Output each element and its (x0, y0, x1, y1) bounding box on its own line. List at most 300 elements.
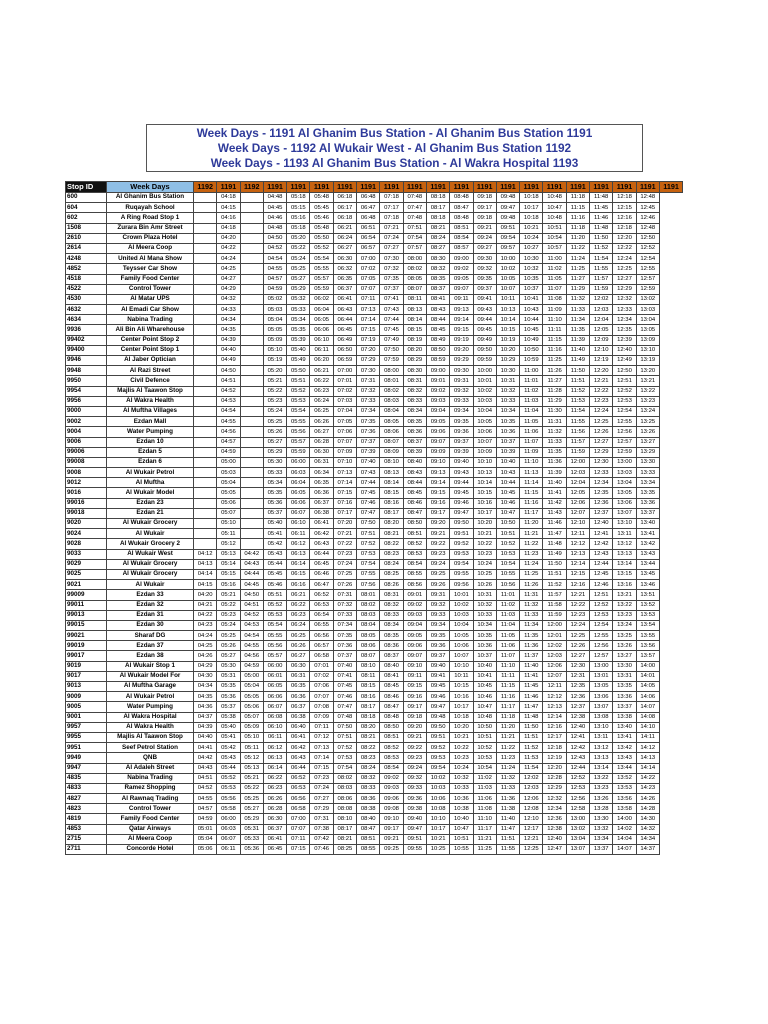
time-cell: 08:50 (403, 519, 426, 529)
time-cell: 07:14 (357, 315, 380, 325)
time-cell: 07:36 (333, 641, 356, 651)
stop-id-cell: 9016 (66, 488, 107, 498)
time-cell: 12:39 (613, 335, 636, 345)
time-cell: 10:13 (473, 468, 496, 478)
time-cell: 05:27 (217, 651, 240, 661)
time-cell: 05:24 (263, 406, 286, 416)
time-cell: 08:05 (403, 274, 426, 284)
stop-name-cell: Al Muftha Garage (107, 682, 194, 692)
time-cell: 05:33 (263, 468, 286, 478)
time-cell: 08:34 (403, 406, 426, 416)
stop-id-cell: 9028 (66, 539, 107, 549)
stop-id-cell: 99013 (66, 610, 107, 620)
time-cell: 10:47 (496, 508, 519, 518)
time-cell (240, 335, 263, 345)
time-cell: 08:37 (426, 284, 449, 294)
time-cell: 05:26 (217, 641, 240, 651)
time-cell: 07:11 (310, 722, 333, 732)
time-cell: 10:37 (473, 651, 496, 661)
time-cell: 13:05 (590, 682, 613, 692)
time-cell: 06:54 (310, 610, 333, 620)
time-cell (240, 243, 263, 253)
time-cell: 12:59 (636, 284, 659, 294)
time-cell: 05:22 (240, 783, 263, 793)
time-cell: 13:40 (636, 519, 659, 529)
stop-id-cell: 4833 (66, 783, 107, 793)
time-cell: 06:36 (287, 692, 310, 702)
time-cell: 05:10 (263, 345, 286, 355)
time-cell: 09:00 (450, 254, 473, 264)
table-row (66, 468, 683, 478)
stop-id-cell: 99011 (66, 600, 107, 610)
time-cell: 04:55 (263, 264, 286, 274)
time-cell: 10:34 (473, 620, 496, 630)
time-cell: 12:47 (543, 845, 566, 855)
time-cell: 13:34 (636, 478, 659, 488)
time-cell: 06:25 (310, 406, 333, 416)
time-cell: 09:48 (496, 193, 519, 203)
time-cell: 06:21 (287, 590, 310, 600)
time-cell: 05:24 (217, 620, 240, 630)
time-cell: 10:45 (520, 325, 543, 335)
time-cell: 11:32 (520, 600, 543, 610)
table-row (66, 600, 683, 610)
time-cell: 12:27 (613, 274, 636, 284)
time-cell: 11:25 (473, 845, 496, 855)
time-cell: 09:05 (426, 417, 449, 427)
time-cell: 05:58 (217, 804, 240, 814)
stop-name-cell: Sharaf DG (107, 631, 194, 641)
time-cell: 08:37 (380, 651, 403, 661)
time-cell: 12:24 (590, 406, 613, 416)
time-cell: 09:07 (403, 651, 426, 661)
time-cell: 06:37 (310, 498, 333, 508)
time-cell: 12:17 (543, 732, 566, 742)
time-cell: 12:48 (636, 223, 659, 233)
time-cell: 09:57 (496, 243, 519, 253)
time-cell: 14:14 (636, 763, 659, 773)
time-cell: 12:09 (590, 335, 613, 345)
time-cell: 05:42 (217, 743, 240, 753)
time-cell: 09:43 (473, 305, 496, 315)
time-cell: 09:22 (426, 539, 449, 549)
time-cell: 05:27 (287, 274, 310, 284)
time-cell: 09:40 (450, 457, 473, 467)
time-cell (240, 519, 263, 529)
time-cell: 05:38 (217, 712, 240, 722)
time-cell: 08:55 (403, 569, 426, 579)
stop-name-cell: Zurara Bin Amr Street (107, 223, 194, 233)
time-cell: 12:46 (636, 213, 659, 223)
time-cell (240, 376, 263, 386)
time-cell: 11:48 (520, 712, 543, 722)
time-cell: 07:37 (380, 284, 403, 294)
stop-id-cell: 4518 (66, 274, 107, 284)
time-cell: 05:04 (263, 315, 286, 325)
time-cell: 12:30 (590, 457, 613, 467)
time-cell: 05:03 (263, 305, 286, 315)
time-cell: 06:45 (310, 559, 333, 569)
time-cell: 04:25 (217, 264, 240, 274)
time-cell: 11:15 (520, 488, 543, 498)
time-cell: 05:45 (263, 569, 286, 579)
time-cell: 08:40 (357, 814, 380, 824)
time-cell (240, 396, 263, 406)
time-cell: 05:41 (217, 732, 240, 742)
time-cell: 08:41 (426, 294, 449, 304)
time-cell: 10:44 (496, 478, 519, 488)
time-cell: 09:59 (473, 356, 496, 366)
time-cell: 11:59 (566, 447, 589, 457)
time-cell: 04:51 (240, 600, 263, 610)
time-cell: 13:23 (613, 610, 636, 620)
time-cell: 07:02 (310, 671, 333, 681)
time-cell: 04:45 (240, 580, 263, 590)
table-row (66, 661, 683, 671)
time-cell: 10:08 (426, 804, 449, 814)
time-cell: 08:38 (357, 804, 380, 814)
time-cell: 08:32 (403, 386, 426, 396)
time-cell: 04:43 (194, 763, 217, 773)
time-cell: 06:03 (287, 468, 310, 478)
time-cell: 06:26 (287, 641, 310, 651)
time-cell: 08:25 (380, 569, 403, 579)
time-cell: 12:22 (613, 243, 636, 253)
time-cell: 06:28 (310, 437, 333, 447)
time-cell: 10:30 (520, 254, 543, 264)
header-route: 1191 (496, 182, 519, 193)
time-cell: 08:06 (357, 641, 380, 651)
time-cell (194, 325, 217, 335)
time-cell: 08:07 (380, 437, 403, 447)
time-cell: 10:00 (496, 254, 519, 264)
time-cell: 12:20 (543, 763, 566, 773)
time-cell: 04:27 (217, 274, 240, 284)
time-cell: 09:32 (403, 773, 426, 783)
time-cell: 08:45 (426, 325, 449, 335)
time-cell: 10:17 (473, 508, 496, 518)
time-cell: 05:46 (310, 213, 333, 223)
time-cell: 09:41 (426, 671, 449, 681)
time-cell: 11:29 (543, 396, 566, 406)
time-cell: 06:49 (333, 335, 356, 345)
time-cell: 13:03 (636, 305, 659, 315)
time-cell: 09:17 (380, 824, 403, 834)
time-cell (194, 233, 217, 243)
time-cell: 10:33 (473, 610, 496, 620)
time-cell: 05:43 (263, 549, 286, 559)
time-cell: 12:53 (613, 396, 636, 406)
time-cell: 08:48 (450, 193, 473, 203)
time-cell: 06:07 (217, 834, 240, 844)
time-cell: 11:16 (543, 345, 566, 355)
time-cell: 08:00 (380, 366, 403, 376)
time-cell: 10:06 (426, 794, 449, 804)
table-row (66, 763, 683, 773)
time-cell: 11:41 (520, 671, 543, 681)
time-cell: 05:09 (263, 335, 286, 345)
time-cell: 11:17 (473, 824, 496, 834)
time-cell: 11:25 (566, 264, 589, 274)
time-cell: 07:33 (333, 610, 356, 620)
time-cell (240, 437, 263, 447)
time-cell: 06:48 (357, 193, 380, 203)
time-cell: 07:36 (357, 427, 380, 437)
time-cell: 05:15 (217, 569, 240, 579)
stop-id-cell: 9006 (66, 437, 107, 447)
time-cell (240, 386, 263, 396)
table-row (66, 366, 683, 376)
time-cell: 11:55 (590, 264, 613, 274)
time-cell: 12:12 (543, 692, 566, 702)
title-line-1193: Week Days - 1193 Al Ghanim Bus Station - Al Wakra Hospital 1193 (210, 156, 579, 170)
time-cell: 10:17 (426, 824, 449, 834)
time-cell: 08:20 (380, 519, 403, 529)
table-row (66, 325, 683, 335)
time-cell: 09:20 (426, 519, 449, 529)
stop-name-cell: Al Wukair West (107, 549, 194, 559)
time-cell: 06:30 (263, 814, 286, 824)
time-cell: 07:53 (333, 753, 356, 763)
time-cell: 10:23 (450, 753, 473, 763)
time-cell: 13:51 (636, 590, 659, 600)
table-row (66, 203, 683, 213)
time-cell: 10:47 (543, 203, 566, 213)
time-cell: 08:48 (380, 712, 403, 722)
time-cell: 04:30 (194, 671, 217, 681)
time-cell: 09:17 (473, 203, 496, 213)
time-cell: 06:35 (333, 274, 356, 284)
time-cell: 10:40 (496, 457, 519, 467)
time-cell: 04:59 (263, 284, 286, 294)
time-cell: 08:13 (380, 468, 403, 478)
time-cell: 10:47 (450, 824, 473, 834)
time-cell: 12:07 (543, 671, 566, 681)
time-cell: 05:32 (287, 294, 310, 304)
time-cell: 07:31 (310, 814, 333, 824)
time-cell: 05:16 (217, 580, 240, 590)
time-cell: 10:15 (473, 488, 496, 498)
time-cell: 12:06 (566, 498, 589, 508)
time-cell: 06:00 (217, 814, 240, 824)
time-cell: 07:19 (357, 335, 380, 345)
time-cell: 09:03 (426, 396, 449, 406)
title-line-1191: Week Days - 1191 Al Ghanim Bus Station - Al Ghanim Bus Station 1191 (196, 126, 593, 140)
time-cell (240, 264, 263, 274)
stop-name-cell: Al Jaber Optician (107, 356, 194, 366)
stop-name-cell: Family Food Center (107, 274, 194, 284)
time-cell: 11:42 (543, 498, 566, 508)
time-cell: 05:06 (194, 845, 217, 855)
table-row (66, 620, 683, 630)
time-cell: 10:51 (496, 529, 519, 539)
time-cell: 08:51 (380, 732, 403, 742)
time-cell: 08:51 (450, 223, 473, 233)
time-cell: 07:15 (333, 488, 356, 498)
time-cell: 11:41 (543, 488, 566, 498)
time-cell: 11:05 (543, 274, 566, 284)
header-route: 1191 (450, 182, 473, 193)
time-cell: 04:42 (194, 753, 217, 763)
time-cell: 12:35 (613, 325, 636, 335)
time-cell: 11:18 (496, 712, 519, 722)
time-cell: 07:15 (310, 763, 333, 773)
time-cell: 10:33 (450, 783, 473, 793)
time-cell: 09:25 (380, 845, 403, 855)
time-cell: 13:27 (636, 437, 659, 447)
time-cell: 05:36 (217, 692, 240, 702)
time-cell: 13:41 (636, 529, 659, 539)
stop-id-cell: 99017 (66, 651, 107, 661)
table-row (66, 783, 683, 793)
time-cell: 11:20 (496, 722, 519, 732)
time-cell: 06:27 (287, 651, 310, 661)
time-cell: 10:32 (496, 386, 519, 396)
time-cell: 08:17 (333, 824, 356, 834)
time-cell: 06:51 (357, 223, 380, 233)
time-cell: 05:21 (217, 590, 240, 600)
time-cell: 12:32 (543, 794, 566, 804)
stop-name-cell: Al Wukair Stop 1 (107, 661, 194, 671)
time-cell: 11:26 (543, 366, 566, 376)
time-cell: 07:47 (403, 203, 426, 213)
time-cell: 11:53 (566, 396, 589, 406)
time-cell: 09:37 (450, 437, 473, 447)
stop-id-cell: 99400 (66, 345, 107, 355)
time-cell: 13:52 (613, 773, 636, 783)
time-cell: 07:46 (357, 498, 380, 508)
time-cell: 06:55 (310, 620, 333, 630)
time-cell: 13:56 (636, 641, 659, 651)
time-cell: 10:09 (473, 447, 496, 457)
time-cell: 12:59 (613, 447, 636, 457)
table-row (66, 641, 683, 651)
time-cell: 13:20 (636, 366, 659, 376)
stop-name-cell: Ezdan 31 (107, 610, 194, 620)
time-cell: 10:54 (496, 559, 519, 569)
time-cell: 08:03 (380, 396, 403, 406)
time-cell: 07:39 (357, 447, 380, 457)
time-cell: 06:41 (287, 732, 310, 742)
time-cell: 08:36 (380, 641, 403, 651)
header-route: 1191 (380, 182, 403, 193)
stop-id-cell: 9956 (66, 396, 107, 406)
time-cell: 12:38 (566, 712, 589, 722)
time-cell: 09:50 (473, 345, 496, 355)
time-cell: 12:02 (543, 641, 566, 651)
time-cell: 13:23 (636, 396, 659, 406)
time-cell: 12:03 (543, 651, 566, 661)
time-cell: 09:37 (473, 284, 496, 294)
time-cell: 09:03 (380, 783, 403, 793)
time-cell: 09:05 (450, 274, 473, 284)
time-cell: 11:16 (566, 213, 589, 223)
stop-name-cell: Al Wukair Petrol (107, 468, 194, 478)
time-cell: 13:26 (636, 427, 659, 437)
table-row (66, 702, 683, 712)
stop-id-cell: 4819 (66, 814, 107, 824)
time-cell: 06:30 (310, 447, 333, 457)
time-cell: 09:16 (403, 692, 426, 702)
time-cell: 12:45 (636, 203, 659, 213)
table-row (66, 682, 683, 692)
time-cell: 04:22 (217, 243, 240, 253)
time-cell: 11:50 (520, 722, 543, 732)
time-cell: 09:24 (473, 233, 496, 243)
time-cell: 12:26 (566, 641, 589, 651)
time-cell: 07:13 (310, 743, 333, 753)
time-cell: 12:34 (590, 478, 613, 488)
time-cell: 13:42 (613, 743, 636, 753)
time-cell (194, 396, 217, 406)
time-cell: 10:55 (450, 845, 473, 855)
time-cell: 09:05 (403, 631, 426, 641)
time-cell: 08:02 (333, 773, 356, 783)
stop-name-cell: Civil Defence (107, 376, 194, 386)
time-cell: 08:21 (380, 529, 403, 539)
stop-name-cell: Al Meera Coop (107, 834, 194, 844)
time-cell (194, 457, 217, 467)
time-cell: 07:40 (357, 457, 380, 467)
time-cell: 09:06 (380, 794, 403, 804)
time-cell: 04:55 (217, 417, 240, 427)
time-cell: 12:14 (543, 712, 566, 722)
stop-name-cell: Al Wukair Model (107, 488, 194, 498)
time-cell: 11:24 (496, 763, 519, 773)
stop-id-cell: 4522 (66, 284, 107, 294)
time-cell: 13:00 (566, 814, 589, 824)
stop-id-cell: 4632 (66, 305, 107, 315)
time-cell: 04:36 (194, 702, 217, 712)
time-cell: 11:08 (543, 294, 566, 304)
time-cell: 13:12 (613, 539, 636, 549)
time-cell: 12:56 (613, 427, 636, 437)
time-cell: 05:03 (217, 468, 240, 478)
time-cell: 13:23 (590, 783, 613, 793)
time-cell: 12:20 (613, 233, 636, 243)
time-cell: 14:12 (636, 743, 659, 753)
stop-id-cell: 9002 (66, 417, 107, 427)
time-cell: 07:21 (380, 223, 403, 233)
time-cell: 08:22 (357, 743, 380, 753)
time-cell: 06:47 (357, 203, 380, 213)
time-cell: 07:32 (380, 264, 403, 274)
time-cell: 07:52 (333, 743, 356, 753)
time-cell: 08:55 (357, 845, 380, 855)
time-cell: 08:05 (357, 631, 380, 641)
stop-id-cell: 99015 (66, 620, 107, 630)
stop-name-cell: Center Point Stop 1 (107, 345, 194, 355)
time-cell: 08:47 (380, 702, 403, 712)
time-cell: 08:17 (357, 702, 380, 712)
time-cell: 06:18 (333, 193, 356, 203)
time-cell: 13:12 (590, 743, 613, 753)
time-cell: 04:37 (194, 712, 217, 722)
time-cell: 13:22 (636, 386, 659, 396)
time-cell (240, 539, 263, 549)
time-cell: 11:54 (520, 763, 543, 773)
time-cell: 11:57 (543, 590, 566, 600)
time-cell (194, 223, 217, 233)
time-cell: 09:02 (380, 773, 403, 783)
time-cell: 13:38 (613, 712, 636, 722)
time-cell: 06:07 (263, 702, 286, 712)
time-cell (194, 345, 217, 355)
time-cell: 05:22 (287, 243, 310, 253)
time-cell: 11:02 (543, 264, 566, 274)
time-cell: 06:57 (357, 243, 380, 253)
stop-name-cell: Ezdan 37 (107, 641, 194, 651)
